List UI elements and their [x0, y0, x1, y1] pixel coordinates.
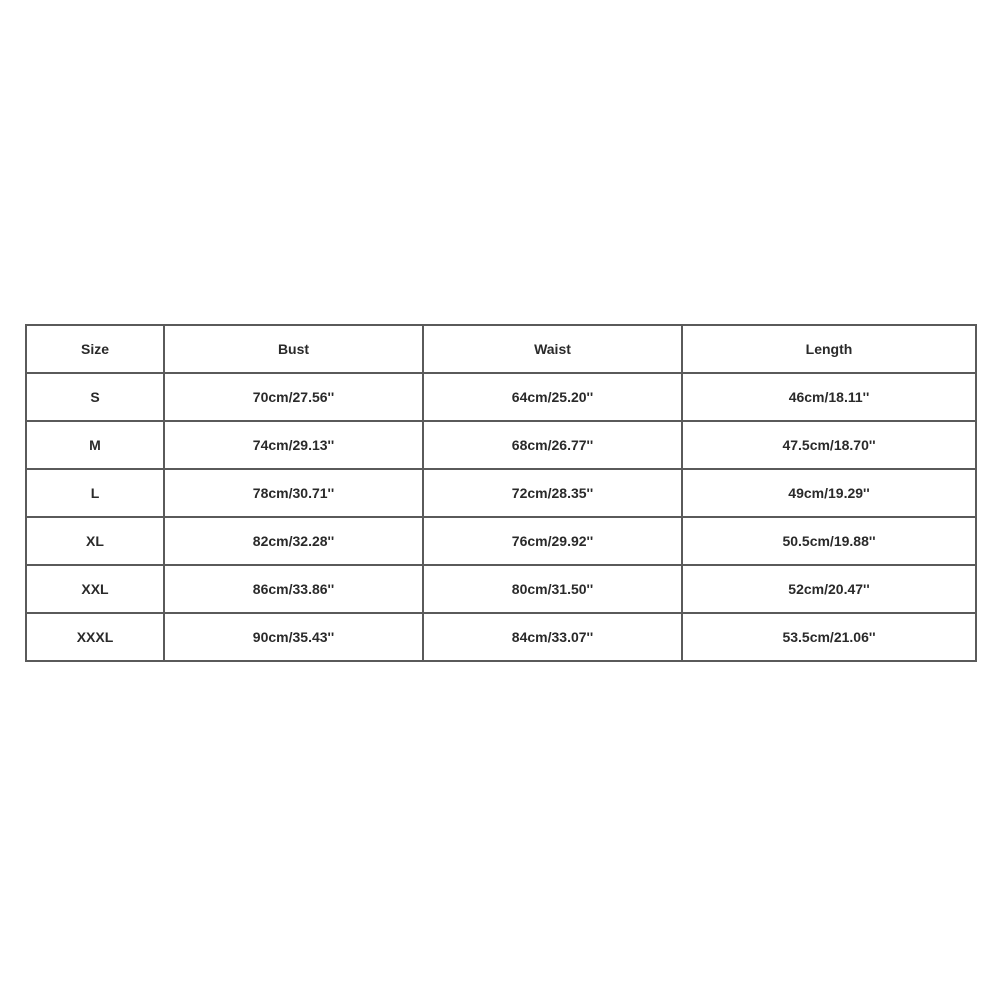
header-row [26, 325, 976, 373]
bust-cell: 82cm/32.28'' [164, 517, 423, 565]
length-cell: 52cm/20.47'' [682, 565, 976, 613]
length-cell: 46cm/18.11'' [682, 373, 976, 421]
size-cell: XXXL [26, 613, 164, 661]
table-row [26, 517, 976, 565]
size-cell: M [26, 421, 164, 469]
size-chart-table [25, 324, 977, 662]
waist-cell: 72cm/28.35'' [423, 469, 682, 517]
waist-cell: 76cm/29.92'' [423, 517, 682, 565]
table-row [26, 565, 976, 613]
length-cell: 47.5cm/18.70'' [682, 421, 976, 469]
size-cell: XL [26, 517, 164, 565]
header-size: Size [26, 325, 164, 373]
table-row [26, 421, 976, 469]
table-row [26, 469, 976, 517]
bust-cell: 78cm/30.71'' [164, 469, 423, 517]
size-cell: XXL [26, 565, 164, 613]
size-cell: L [26, 469, 164, 517]
bust-cell: 90cm/35.43'' [164, 613, 423, 661]
length-cell: 53.5cm/21.06'' [682, 613, 976, 661]
table-row [26, 373, 976, 421]
length-cell: 49cm/19.29'' [682, 469, 976, 517]
bust-cell: 86cm/33.86'' [164, 565, 423, 613]
waist-cell: 64cm/25.20'' [423, 373, 682, 421]
waist-cell: 68cm/26.77'' [423, 421, 682, 469]
bust-cell: 74cm/29.13'' [164, 421, 423, 469]
table-row [26, 613, 976, 661]
header-bust: Bust [164, 325, 423, 373]
size-cell: S [26, 373, 164, 421]
header-length: Length [682, 325, 976, 373]
length-cell: 50.5cm/19.88'' [682, 517, 976, 565]
bust-cell: 70cm/27.56'' [164, 373, 423, 421]
waist-cell: 80cm/31.50'' [423, 565, 682, 613]
header-waist: Waist [423, 325, 682, 373]
waist-cell: 84cm/33.07'' [423, 613, 682, 661]
